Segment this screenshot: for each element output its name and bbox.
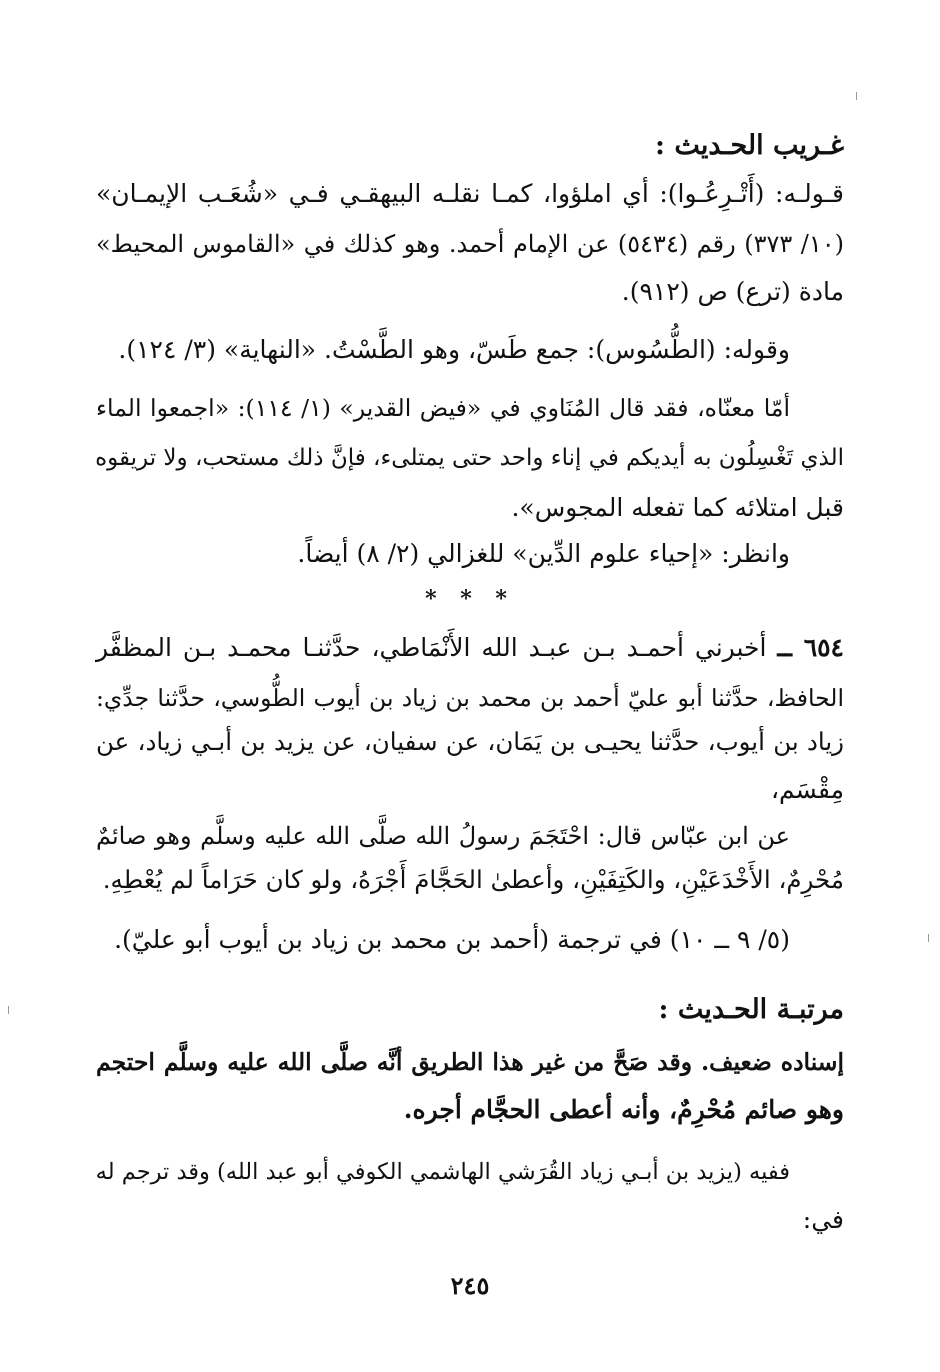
text-line: عن ابن عبّاس قال: احْتَجَمَ رسولُ الله صلَّى الله عليه وسلَّم وهو صائمٌ (96, 822, 790, 850)
text-line: إسناده ضعيف. وقد صَحَّ من غير هذا الطريق أنَّه صلَّى الله عليه وسلَّم احتجم (96, 1048, 844, 1076)
section-heading-rutba: مرتبـة الحـديث : (658, 994, 844, 1025)
text-line: (١٠/ ٣٧٣) رقم (٥٤٣٤) عن الإمام أحمد. وهو كذلك في «القاموس المحيط» (96, 230, 844, 258)
text-line: ففيه (يزيد بن أبـي زياد القُرَشي الهاشمي الكوفي أبو عبد الله) وقد ترجم له (95, 1159, 790, 1185)
text-line: مُحْرِمٌ، الأَخْدَعَيْنِ، والكَتِفَيْنِ، وأعطىٰ الحَجَّامَ أَجْرَهُ، ولو كان حَرَاماً لم يُعْطِهِ. (102, 865, 844, 894)
text-line: أمّا معنّاه، فقد قال المُنَاوي في «فيض القدير» (١/ ١١٤): «اجمعوا الماء (96, 394, 790, 422)
text-line: وهو صائم مُحْرِمٌ، وأنه أعطى الحجَّام أجره. (403, 1095, 844, 1124)
hadith-text: أخبرني أحمـد بـن عبـد الله الأَنْمَاطي، حدَّثنـا محمـد بـن المظفَّر (96, 633, 767, 662)
text-line: الذي تَغْسِلُون به أيديكم في إناء واحد حتى يمتلىء، فإنَّ ذلك مستحب، ولا تريقوه (95, 445, 844, 471)
hadith-number: ٦٥٤ ــ (777, 633, 844, 662)
text-line: قـولـه: (أَتْـرِعُـوا): أي املؤوا، كمـا نقلـه البيهقـي فـي «شُعَـب الإيمـان» (96, 179, 844, 208)
section-separator: * * * (425, 586, 515, 612)
scan-mark (8, 1006, 9, 1014)
text-line: الحافظ، حدَّثنا أبو عليّ أحمد بن محمد بن زياد بن أيوب الطُّوسي، حدَّثنا جدِّي: (96, 684, 844, 712)
section-heading-gharib: غـريب الحـديث : (655, 130, 844, 161)
text-line: مِقْسَم، (770, 775, 844, 804)
text-line: وقوله: (الطُّسُوس): جمع طَسّ، وهو الطَّسْتُ. «النهاية» (٣/ ١٢٤). (118, 335, 790, 364)
hadith-first-line (96, 626, 844, 670)
source-reference: (٥/ ٩ ــ ١٠) في ترجمة (أحمد بن محمد بن زياد بن أيوب أبو عليّ). (114, 925, 790, 954)
text-line: وانظر: «إحياء علوم الدِّين» للغزالي (٢/ ٨) أيضاً. (297, 539, 790, 568)
scan-mark (928, 934, 929, 942)
page-number: ٢٤٥ (450, 1271, 490, 1300)
scan-mark (856, 92, 857, 100)
text-line: قبل امتلائه كما تفعله المجوس». (511, 493, 844, 522)
text-line: مادة (ترع) ص (٩١٢). (621, 277, 844, 306)
text-line: في: (802, 1205, 844, 1234)
text-line: زياد بن أيوب، حدَّثنا يحيـى بن يَمَان، عن سفيان، عن يزيد بن أبـي زياد، عن (96, 727, 844, 756)
